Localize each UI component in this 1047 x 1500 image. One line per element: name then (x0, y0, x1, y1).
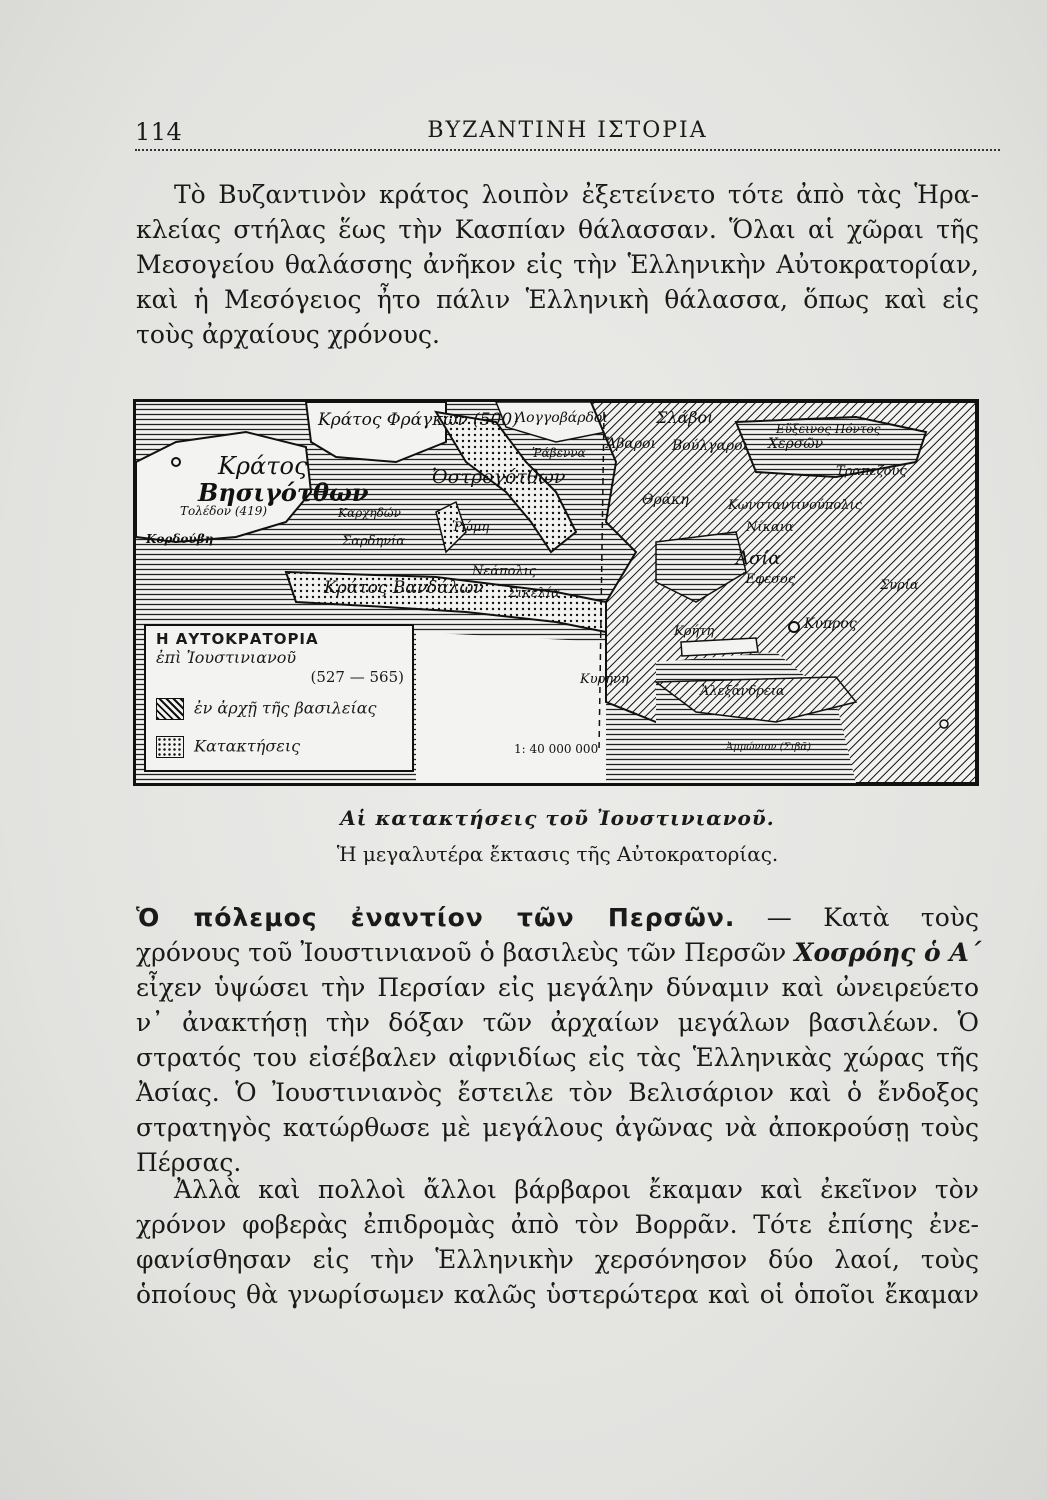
map-label-constantinople: Κωνσταντινούπολις (728, 498, 862, 513)
hatch-swatch-icon (156, 698, 184, 720)
map-label-ammon: Ἀμμώνιον (Σιβᾶ) (726, 742, 811, 753)
cyprus-marker (789, 622, 799, 632)
map-label-chersonese: Χερσῶν (768, 436, 824, 452)
persian-war-section (136, 900, 982, 1180)
text-line: φανίσθησαν εἰς τὴν Ἑλληνικὴν χερσόνησον δύο λαοί, τοὺς (136, 1245, 979, 1274)
map-label-ravenna: Ῥάβεννα (532, 446, 586, 460)
map-label-toledo: Τολέδον (419) (180, 504, 268, 518)
map-caption-title: Αἱ κατακτήσεις τοῦ Ἰουστινιανοῦ. (340, 806, 775, 830)
text-line: τοὺς ἀρχαίους χρόνους. (136, 320, 440, 349)
map-label-sicily: Σικελία (508, 586, 560, 601)
text-line: στρατός του εἰσέβαλεν αἰφνιδίως εἰς τὰς Ἑλληνικὰς χώρας τῆς (136, 1043, 979, 1072)
map-label-alexandria: Ἀλεξάνδρεια (700, 684, 785, 699)
text-line: κλείας στήλας ἕως τὴν Κασπίαν θάλασσαν. Ὅλαι αἱ χῶραι τῆς (136, 215, 979, 244)
map-label-rome: Ῥώμη (452, 520, 490, 535)
map-label-asia: Ἀσία (736, 548, 781, 569)
heading-line (136, 900, 979, 935)
intro-paragraph (136, 177, 979, 352)
map-scale: 1: 40 000 000 (514, 742, 599, 756)
east-marker (940, 720, 948, 728)
text-line: Μεσογείου θαλάσσης ἀνῆκον εἰς τὴν Ἑλληνικὴν Αὐτοκρατορίαν, (136, 250, 979, 279)
historical-map (133, 399, 979, 786)
legend-item-conquests (156, 736, 300, 758)
legend-title: Η ΑΥΤΟΚΡΑΤΟΡΙΑ (156, 630, 319, 648)
map-label-kratos: Κράτος (218, 452, 308, 480)
map-legend (144, 624, 414, 772)
map-label-thrace: Θράκη (642, 492, 689, 508)
map-label-cordoba: Κορδούβη (146, 532, 214, 546)
map-label-visigoths: Βησιγότθων (198, 478, 369, 507)
text-line: χρόνον φοβερὰς ἐπιδρομὰς ἀπὸ τὸν Βορρᾶν. Τότε ἐπίσης ἐνε- (136, 1210, 979, 1239)
legend-item-label: Κατακτήσεις (194, 736, 301, 756)
text-line: Ἀλλὰ καὶ πολλοὶ ἄλλοι βάρβαροι ἔκαμαν καὶ ἐκεῖνον τὸν (174, 1175, 979, 1204)
map-label-cyprus: Κύπρος (804, 616, 857, 632)
text-line: καὶ ἡ Μεσόγειος ἦτο πάλιν Ἑλληνικὴ θάλασσα, ὅπως καὶ εἰς (136, 285, 979, 314)
map-label-syria: Συρία (880, 578, 919, 593)
crete-island (681, 638, 758, 656)
map-label-black-sea: Εὔξεινος Πόντος (776, 422, 881, 436)
sahara-land (416, 632, 606, 783)
closing-paragraph (136, 1172, 979, 1312)
map-label-nicaea: Νίκαια (746, 520, 794, 535)
header-rule (135, 149, 1000, 151)
text-line: Ἀσίας. Ὁ Ἰουστινιανὸς ἔστειλε τὸν Βελισάριον καὶ ὁ ἔνδοξος (136, 1078, 979, 1107)
map-label-crete: Κρήτη (674, 624, 715, 639)
map-caption-subtitle: Ἡ μεγαλυτέρα ἔκτασις τῆς Αὐτοκρατορίας. (336, 842, 779, 866)
legend-subtitle: ἐπὶ Ἰουστινιανοῦ (156, 648, 297, 667)
dots-swatch-icon (156, 736, 184, 758)
page-header (135, 118, 1000, 154)
map-label-lombards: Λογγοβάρδοι (516, 410, 608, 426)
text-line: ὁποίους θὰ γνωρίσωμεν καλῶς ὑστερώτερα καὶ οἱ ὁποῖοι ἔκαμαν (136, 1280, 979, 1309)
section-heading: Ὁ πόλεμος ἐναντίον τῶν Περσῶν. (136, 903, 736, 932)
map-label-ostrogoths: Ὀστρογότθων (432, 466, 566, 488)
map-label-avars: Ἄβαροι (606, 436, 656, 452)
legend-item-original (156, 698, 376, 720)
running-title: ΒΥΖΑΝΤΙΝΗ ΙΣΤΟΡΙΑ (427, 118, 708, 143)
atlantic-marker (172, 458, 180, 466)
map-label-vandals: Κράτος Βανδάλων (324, 578, 484, 598)
text-line: Τὸ Βυζαντινὸν κράτος λοιπὸν ἐξετείνετο τότε ἀπὸ τὰς Ἡρα- (174, 180, 979, 209)
text-line: εἶχεν ὑψώσει τὴν Περσίαν εἰς μεγάλην δύναμιν καὶ ὠνειρεύετο (136, 973, 979, 1002)
text-line: Πέρσας. (136, 1148, 242, 1177)
map-label-bulgars: Βούλγαροι (672, 438, 749, 454)
text-line: ν᾽ ἀνακτήσῃ τὴν δόξαν τῶν ἀρχαίων μεγάλων βασιλέων. Ὁ (136, 1008, 979, 1037)
text-line (136, 935, 982, 970)
page-number: 114 (135, 118, 183, 146)
map-label-cyrene: Κυρήνη (580, 672, 629, 687)
map-label-neapolis: Νεάπολις (472, 564, 537, 579)
text-line: στρατηγὸς κατώρθωσε μὲ μεγάλους ἀγῶνας νὰ ἀποκρούσῃ τοὺς (136, 1113, 979, 1142)
heading-line-rest: — Κατὰ τοὺς (766, 903, 979, 932)
legend-years: (527 — 565) (310, 668, 404, 686)
map-label-ephesus: Ἔφεσος (742, 572, 796, 587)
map-label-slavs: Σλάβοι (656, 408, 714, 427)
map-label-franks: Κράτος Φράγκων (500) (318, 410, 519, 430)
map-label-trebizond: Τραπεζοῦς (836, 464, 907, 479)
khosrow-name: Χοσρόης ὁ Α΄ (794, 938, 982, 967)
legend-item-label: ἐν ἀρχῇ τῆς βασιλείας (194, 698, 377, 718)
text-segment: χρόνους τοῦ Ἰουστινιανοῦ ὁ βασιλεὺς τῶν Περσῶν (136, 938, 787, 967)
map-label-carthage: Καρχηδών (338, 506, 401, 520)
map-label-sardinia: Σαρδηνία (342, 534, 406, 549)
